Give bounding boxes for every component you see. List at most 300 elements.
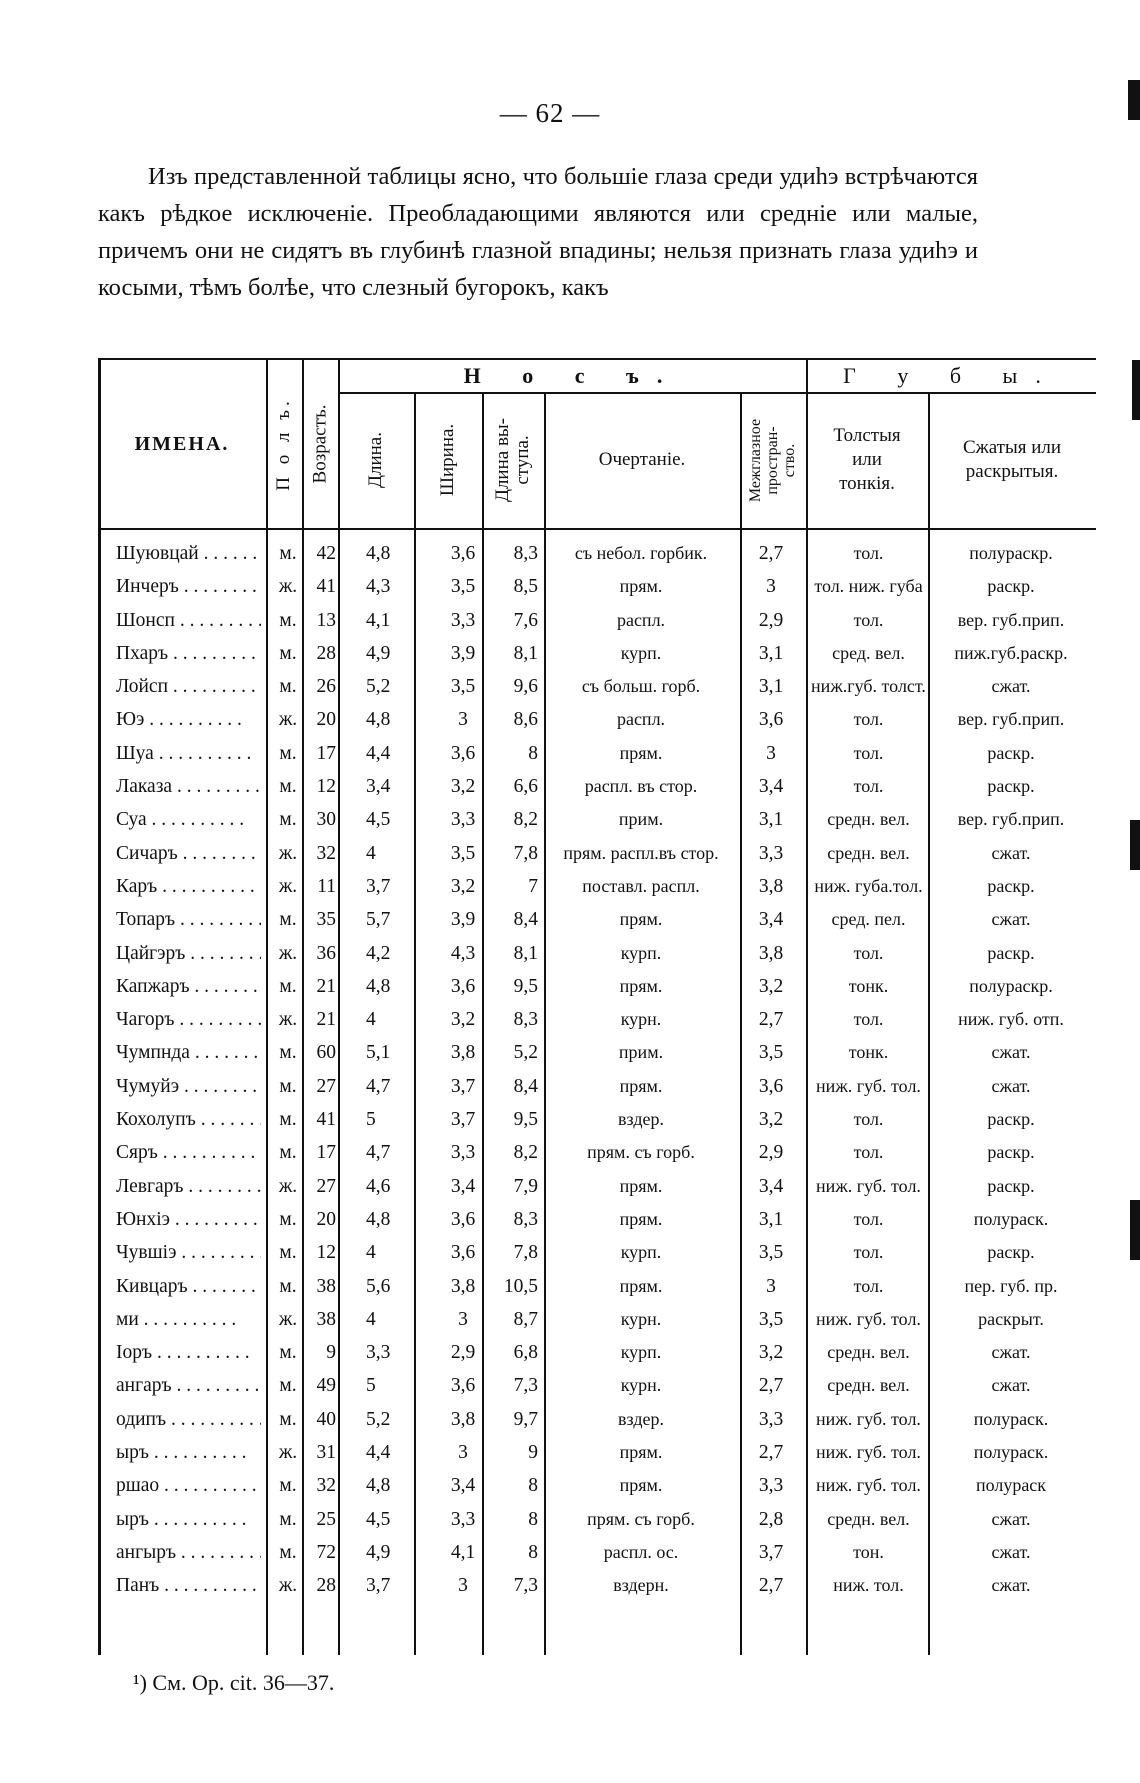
cell-open: полураск. [973, 1208, 1049, 1229]
cell-age: 72 [316, 1541, 336, 1563]
cell-age: 41 [316, 1109, 336, 1131]
cell-age: 35 [316, 909, 336, 931]
cell-length: 4 [366, 1242, 376, 1264]
cell-width: 3 [458, 1442, 468, 1464]
table-body [98, 539, 1096, 1605]
cell-length: 4,3 [366, 576, 391, 598]
cell-thick: ниж. губ. тол. [816, 1408, 921, 1429]
cell-width: 3 [458, 1308, 468, 1330]
cell-length: 4,4 [366, 1442, 391, 1464]
table-row [98, 1305, 1096, 1338]
cell-name: ыръ . . . [116, 1442, 261, 1464]
header-sex: П о л ъ. [273, 397, 294, 491]
cell-thick: средн. вел. [827, 1508, 910, 1529]
cell-gap: 3,8 [758, 875, 784, 897]
cell-sex: м. [279, 1109, 297, 1131]
cell-open: сжат. [991, 1541, 1031, 1562]
cell-projection: 6,6 [513, 776, 538, 798]
cell-sex: м. [279, 776, 297, 798]
cell-open: полураскр. [969, 543, 1053, 563]
cell-width: 3,5 [450, 676, 476, 698]
cell-name: Каръ . . . [116, 876, 261, 898]
cell-thick: тол. [853, 609, 884, 630]
cell-projection: 8,1 [513, 942, 538, 964]
cell-gap: 2,7 [758, 1575, 784, 1597]
cell-open: полураск. [973, 1442, 1049, 1463]
table-row [98, 572, 1096, 605]
cell-age: 17 [316, 1142, 336, 1164]
cell-open: сжат. [991, 676, 1031, 697]
cell-sex: м. [279, 909, 297, 931]
cell-sex: м. [279, 1042, 297, 1064]
cell-length: 4 [366, 1308, 376, 1330]
cell-name: Топаръ . . . [116, 909, 261, 931]
header-names: ИМЕНА. [134, 433, 230, 455]
cell-open: раскр. [987, 942, 1035, 963]
cell-age: 60 [316, 1042, 336, 1064]
cell-projection: 10,5 [503, 1275, 538, 1297]
cell-gap: 2,8 [758, 1508, 784, 1530]
cell-length: 5,2 [366, 676, 391, 698]
cell-sex: м. [279, 1541, 297, 1563]
cell-gap: 3,3 [758, 842, 784, 864]
table-row [98, 1338, 1096, 1371]
header-width: Ширина. [437, 423, 459, 497]
cell-sex: м. [279, 1275, 297, 1297]
cell-name: Сичаръ . . . [116, 843, 261, 865]
cell-thick: средн. вел. [827, 1375, 910, 1396]
cell-width: 3,4 [450, 1175, 476, 1197]
cell-gap: 3,4 [758, 909, 784, 931]
cell-name: Лаказа . . . [116, 776, 261, 798]
footnote: ¹) См. Op. cit. 36—37. [133, 1670, 335, 1695]
cell-shape: прям. [619, 576, 663, 597]
cell-name: Кивцаръ . . . [116, 1276, 261, 1298]
cell-age: 42 [316, 543, 336, 564]
cell-name: Панъ . . . [116, 1575, 261, 1597]
cell-sex: м. [279, 676, 297, 698]
table-row [98, 1238, 1096, 1271]
cell-sex: м. [279, 975, 297, 997]
cell-thick: тол. [853, 1142, 884, 1163]
cell-thick: ниж. губа.тол. [814, 875, 923, 896]
cell-thick: тол. [853, 1009, 884, 1030]
cell-length: 4,8 [366, 709, 391, 731]
cell-open: сжат. [991, 1075, 1031, 1096]
cell-name: Чумуйэ . . . [116, 1076, 261, 1098]
cell-shape: распл. ос. [603, 1541, 679, 1562]
cell-gap: 3 [766, 576, 776, 598]
cell-gap: 3,7 [758, 1541, 784, 1563]
header-lips-group: Г у б ы. [843, 363, 1059, 388]
cell-name: Шуювцай . . . [116, 543, 261, 565]
cell-gap: 3,2 [758, 1342, 784, 1364]
cell-name: Чагоръ . . . [116, 1009, 261, 1031]
intro-text: Изъ представленной таблицы ясно, что большіе глаза среди удиһэ встрѣчаются какъ рѣдкое исключеніе. Преобладающими являются или средніе или малые, причемъ они не сидятъ въ глубинѣ глазной впадины; нельзя признать глаза удиһэ и косыми, тѣмъ болѣе, что слезный бугорокъ, какъ [98, 163, 978, 301]
header-age: Возрастъ. [309, 404, 330, 484]
cell-shape: съ больш. горб. [581, 676, 701, 697]
cell-gap: 3,1 [758, 676, 784, 698]
cell-thick: ниж. губ. тол. [816, 1075, 921, 1096]
cell-name: Юнхіэ . . . [116, 1209, 261, 1231]
cell-age: 31 [316, 1442, 336, 1464]
cell-width: 3,7 [450, 1109, 476, 1131]
header-interocular: Межглазное простран- ство. [747, 418, 799, 502]
cell-length: 5 [366, 1109, 376, 1131]
cell-width: 3,4 [450, 1475, 476, 1497]
cell-name: Лойсп . . . [116, 676, 261, 698]
cell-age: 11 [317, 875, 336, 897]
table-row [98, 1571, 1096, 1604]
cell-thick: тол. [853, 1275, 884, 1296]
cell-name: Левгаръ . . . [116, 1176, 261, 1198]
cell-shape: прям. [619, 1442, 663, 1463]
cell-gap: 3,1 [758, 1208, 784, 1230]
cell-thick: тол. [853, 776, 884, 797]
cell-sex: м. [279, 1375, 297, 1397]
cell-open: раскр. [987, 776, 1035, 797]
cell-shape: прям. распл.въ стор. [563, 842, 719, 863]
cell-projection: 7,3 [513, 1375, 538, 1397]
table-row [98, 1038, 1096, 1071]
cell-gap: 3,8 [758, 942, 784, 964]
cell-projection: 8 [528, 1475, 538, 1497]
cell-gap: 3,6 [758, 709, 784, 731]
header-shape: Очертаніе. [598, 449, 686, 470]
cell-length: 4,6 [366, 1175, 391, 1197]
cell-thick: сред. пел. [831, 909, 906, 930]
cell-gap: 2,9 [758, 609, 784, 631]
cell-thick: ниж. губ. тол. [816, 1175, 921, 1196]
cell-projection: 9,7 [513, 1408, 538, 1430]
cell-name: Сяръ . . . [116, 1142, 261, 1164]
cell-shape: прям. [619, 1075, 663, 1096]
cell-gap: 3,5 [758, 1308, 784, 1330]
cell-age: 25 [316, 1508, 336, 1530]
cell-sex: ж. [278, 875, 298, 897]
cell-open: раскр. [987, 1242, 1035, 1263]
cell-age: 20 [316, 709, 336, 731]
cell-sex: м. [279, 1142, 297, 1164]
cell-shape: распл. [616, 709, 666, 730]
cell-width: 3,5 [450, 576, 476, 598]
cell-length: 4,8 [366, 1208, 391, 1230]
cell-shape: вздер. [618, 1408, 664, 1429]
cell-open: раскр. [987, 1109, 1035, 1130]
table-row [98, 672, 1096, 705]
table-row [98, 805, 1096, 838]
cell-projection: 8,1 [513, 642, 538, 664]
cell-projection: 8,2 [513, 809, 538, 831]
cell-age: 12 [316, 1242, 336, 1264]
intro-paragraph [98, 158, 978, 306]
cell-projection: 7 [528, 875, 538, 897]
cell-projection: 8,3 [513, 1009, 538, 1031]
cell-name: Капжаръ . . . [116, 976, 261, 998]
anthropometric-table [98, 358, 1096, 1655]
cell-shape: прям. [619, 742, 663, 763]
cell-open: полураск [975, 1475, 1047, 1496]
cell-projection: 9,5 [513, 1109, 538, 1131]
cell-name: Инчеръ . . . [116, 576, 261, 598]
cell-shape: курп. [620, 1242, 662, 1263]
cell-age: 20 [316, 1208, 336, 1230]
cell-width: 3,6 [450, 1375, 476, 1397]
cell-sex: ж. [278, 1175, 298, 1197]
header-nose-group: Н о с ъ. [463, 363, 681, 388]
cell-open: полураскр. [969, 975, 1053, 996]
cell-gap: 2,7 [758, 543, 784, 564]
table-row [98, 1172, 1096, 1205]
cell-length: 3,7 [366, 875, 391, 897]
cell-sex: ж. [278, 1442, 298, 1464]
cell-name: Шонсп . . . [116, 610, 261, 632]
cell-thick: сред. вел. [832, 642, 905, 663]
cell-gap: 3 [766, 1275, 776, 1297]
cell-projection: 7,6 [513, 609, 538, 631]
cell-shape: курп. [620, 642, 662, 663]
cell-length: 4,5 [366, 1508, 391, 1530]
cell-projection: 6,8 [513, 1342, 538, 1364]
cell-shape: распл. въ стор. [584, 776, 698, 797]
page-number: — 62 — [499, 98, 601, 128]
cell-width: 3,6 [450, 742, 476, 764]
cell-name: Суа . . . [116, 809, 261, 831]
cell-name: одипъ . . . [116, 1409, 261, 1431]
table-row [98, 905, 1096, 938]
cell-width: 3,6 [450, 543, 476, 564]
cell-name: Іоръ . . . [116, 1342, 261, 1364]
table-row [98, 705, 1096, 738]
cell-open: вер. губ.прип. [957, 609, 1065, 630]
cell-gap: 3,2 [758, 1109, 784, 1131]
cell-width: 3,9 [450, 642, 476, 664]
header-thick-thin: Толстыя или тонкія. [833, 425, 901, 494]
cell-projection: 8,4 [513, 909, 538, 931]
cell-thick: тол. [853, 1109, 884, 1130]
cell-thick: тол. [853, 1242, 884, 1263]
table-row [98, 1438, 1096, 1471]
cell-shape: прям. съ горб. [587, 1508, 695, 1529]
cell-shape: прим. [618, 1042, 664, 1063]
table-row [98, 1505, 1096, 1538]
cell-gap: 3 [766, 742, 776, 764]
cell-length: 4,9 [366, 642, 391, 664]
cell-length: 4,8 [366, 1475, 391, 1497]
table-row [98, 1371, 1096, 1404]
cell-gap: 3,2 [758, 975, 784, 997]
cell-width: 4,3 [450, 942, 476, 964]
cell-thick: ниж. губ. тол. [816, 1475, 921, 1496]
cell-length: 4,8 [366, 543, 391, 564]
cell-length: 3,7 [366, 1575, 391, 1597]
cell-age: 28 [316, 642, 336, 664]
cell-width: 3,7 [450, 1075, 476, 1097]
cell-length: 5,6 [366, 1275, 391, 1297]
cell-shape: прям. [619, 975, 663, 996]
cell-length: 4,2 [366, 942, 391, 964]
cell-projection: 7,8 [513, 842, 538, 864]
cell-gap: 3,6 [758, 1075, 784, 1097]
cell-age: 27 [316, 1075, 336, 1097]
scan-edge-mark [1128, 80, 1140, 120]
cell-thick: тол. [853, 942, 884, 963]
scan-edge-mark [1132, 360, 1140, 420]
cell-age: 12 [316, 776, 336, 798]
cell-age: 38 [316, 1275, 336, 1297]
cell-open: сжат. [991, 1575, 1031, 1596]
cell-thick: тонк. [848, 975, 889, 996]
cell-sex: м. [279, 609, 297, 631]
cell-width: 3,2 [450, 875, 476, 897]
cell-gap: 2,7 [758, 1442, 784, 1464]
cell-age: 41 [316, 576, 336, 598]
cell-thick: ниж.губ. толст. [811, 676, 926, 697]
cell-sex: ж. [278, 942, 298, 964]
cell-open: сжат. [991, 1508, 1031, 1529]
cell-width: 3,3 [450, 809, 476, 831]
cell-width: 3,5 [450, 842, 476, 864]
cell-projection: 8,4 [513, 1075, 538, 1097]
cell-open: вер. губ.прип. [957, 809, 1065, 830]
cell-open: раскрыт. [978, 1308, 1044, 1329]
table-row [98, 1105, 1096, 1138]
cell-name: ми . . . [116, 1309, 261, 1331]
cell-shape: вздерн. [613, 1575, 669, 1596]
cell-thick: тол. [853, 543, 884, 563]
cell-open: раскр. [987, 1175, 1035, 1196]
cell-age: 32 [316, 842, 336, 864]
cell-gap: 3,4 [758, 1175, 784, 1197]
table-row [98, 1272, 1096, 1305]
cell-width: 3,8 [450, 1408, 476, 1430]
cell-shape: распл. [616, 609, 666, 630]
cell-width: 3 [458, 1575, 468, 1597]
cell-shape: курп. [620, 1342, 662, 1363]
cell-width: 3,8 [450, 1042, 476, 1064]
table-row [98, 639, 1096, 672]
cell-shape: вздер. [618, 1109, 664, 1130]
cell-age: 27 [316, 1175, 336, 1197]
cell-thick: тон. [853, 1541, 884, 1562]
cell-open: раскр. [987, 1142, 1035, 1163]
cell-projection: 8,7 [513, 1308, 538, 1330]
cell-projection: 8 [528, 1541, 538, 1563]
cell-thick: тонк. [848, 1042, 889, 1063]
cell-sex: ж. [278, 709, 298, 731]
cell-age: 32 [316, 1475, 336, 1497]
table-row [98, 972, 1096, 1005]
cell-length: 5,2 [366, 1408, 391, 1430]
cell-shape: прим. [618, 809, 664, 830]
cell-shape: прям. [619, 1175, 663, 1196]
cell-name: Чувшіэ . . . [116, 1242, 261, 1264]
cell-length: 4,9 [366, 1541, 391, 1563]
cell-projection: 7,8 [513, 1242, 538, 1264]
table-row [98, 939, 1096, 972]
cell-projection: 9 [528, 1442, 538, 1464]
cell-length: 4,7 [366, 1075, 391, 1097]
cell-name: Юэ . . . [116, 709, 261, 731]
header-closed-open: Сжатыя или раскрытыя. [962, 437, 1062, 482]
cell-shape: прям. [619, 1275, 663, 1296]
cell-open: сжат. [991, 909, 1031, 930]
cell-open: вер. губ.прип. [957, 709, 1065, 730]
cell-open: пер. губ. пр. [964, 1275, 1058, 1296]
cell-sex: м. [279, 543, 297, 564]
cell-sex: м. [279, 742, 297, 764]
cell-gap: 3,1 [758, 809, 784, 831]
cell-shape: съ небол. горбик. [574, 543, 708, 563]
cell-width: 3,9 [450, 909, 476, 931]
cell-name: ршао . . . [116, 1475, 261, 1497]
cell-gap: 3,3 [758, 1408, 784, 1430]
cell-open: раскр. [987, 576, 1035, 597]
cell-gap: 2,9 [758, 1142, 784, 1164]
header-length: Длина. [365, 432, 386, 488]
cell-open: сжат. [991, 1375, 1031, 1396]
cell-age: 9 [326, 1342, 336, 1364]
cell-projection: 8,2 [513, 1142, 538, 1164]
cell-thick: средн. вел. [827, 809, 910, 830]
table-row [98, 1005, 1096, 1038]
cell-age: 17 [316, 742, 336, 764]
table-row [98, 1205, 1096, 1238]
cell-name: ыръ . . . [116, 1509, 261, 1531]
cell-gap: 3,5 [758, 1042, 784, 1064]
cell-name: Цайгэръ . . . [116, 943, 261, 965]
header-projection: Длина вы- ступа. [492, 417, 533, 503]
cell-thick: тол. [853, 1208, 884, 1229]
cell-name: Кохолупъ . . . [116, 1109, 261, 1131]
cell-thick: ниж. губ. тол. [816, 1308, 921, 1329]
cell-age: 28 [316, 1575, 336, 1597]
cell-width: 3,2 [450, 1009, 476, 1031]
cell-sex: м. [279, 809, 297, 831]
cell-thick: ниж. тол. [833, 1575, 904, 1596]
table-row [98, 1072, 1096, 1105]
cell-length: 5,7 [366, 909, 391, 931]
cell-projection: 8 [528, 742, 538, 764]
table-row [98, 739, 1096, 772]
cell-length: 4,7 [366, 1142, 391, 1164]
cell-sex: ж. [278, 1308, 298, 1330]
cell-sex: ж. [278, 576, 298, 598]
cell-projection: 8,6 [513, 709, 538, 731]
cell-thick: средн. вел. [827, 842, 910, 863]
cell-sex: м. [279, 1075, 297, 1097]
cell-sex: м. [279, 1342, 297, 1364]
cell-length: 4 [366, 1009, 376, 1031]
cell-width: 3,3 [450, 609, 476, 631]
cell-thick: средн. вел. [827, 1342, 910, 1363]
cell-age: 21 [316, 975, 336, 997]
cell-shape: курн. [620, 1308, 662, 1329]
table-row [98, 1538, 1096, 1571]
cell-open: раскр. [987, 742, 1035, 763]
cell-sex: ж. [278, 1575, 298, 1597]
cell-projection: 8,3 [513, 1208, 538, 1230]
cell-gap: 3,5 [758, 1242, 784, 1264]
table-row [98, 772, 1096, 805]
cell-gap: 3,4 [758, 776, 784, 798]
cell-open: сжат. [991, 842, 1031, 863]
cell-sex: м. [279, 1242, 297, 1264]
cell-projection: 9,5 [513, 975, 538, 997]
cell-width: 3,3 [450, 1142, 476, 1164]
table-rule [98, 528, 1096, 530]
cell-sex: м. [279, 642, 297, 664]
